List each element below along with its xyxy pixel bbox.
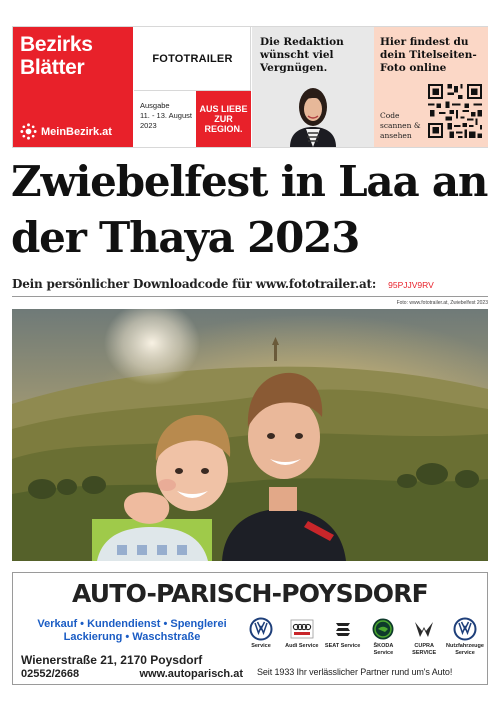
download-code[interactable]: 95PJJV9RV xyxy=(388,280,434,290)
ad-tagline: Seit 1933 Ihr verlässlicher Partner rund um's Auto! xyxy=(257,667,453,677)
seat-logo-icon xyxy=(331,617,355,641)
ad-company-name: AUTO-PARISCH-POYSDORF xyxy=(72,579,428,608)
meinbezirk-sun-icon xyxy=(20,123,37,140)
fototrailer-block xyxy=(134,27,251,147)
scan-hint: Code scannen & ansehen xyxy=(380,111,421,140)
ad-website[interactable]: www.autoparisch.at xyxy=(139,668,243,680)
product-name: FOTOTRAILER xyxy=(134,27,251,91)
brand-label: Nutzfahrzeuge Service xyxy=(446,643,484,656)
brand-tile-audi xyxy=(284,617,320,661)
brand-block xyxy=(13,27,133,147)
download-label: Dein persönlicher Downloadcode für www.fototrailer.at: xyxy=(12,277,377,291)
issue-label: Ausgabe xyxy=(140,101,170,110)
ad-contact xyxy=(21,668,243,680)
ad-services-line-2: Lackierung • Waschstraße xyxy=(63,631,201,643)
photo-scene xyxy=(12,309,488,561)
brand-tile-seat xyxy=(325,617,361,661)
brand-label: CUPRA SERVICE xyxy=(412,643,437,656)
qr-code[interactable] xyxy=(428,84,482,138)
cover-photo-block xyxy=(374,27,488,147)
advertisement xyxy=(12,572,488,685)
audi-logo-icon xyxy=(290,617,314,641)
issue-info xyxy=(140,101,198,131)
editorial-note: Die Redaktion wünscht viel Vergnügen. xyxy=(260,36,344,74)
cupra-logo-icon xyxy=(412,617,436,641)
masthead xyxy=(12,26,488,148)
brand-tile-vw-commercial xyxy=(447,617,483,661)
download-row xyxy=(12,277,488,291)
brand-label: Audi Service xyxy=(285,643,319,649)
cover-photo xyxy=(12,309,488,561)
headline: Zwiebelfest in Laa an der Thaya 2023 xyxy=(11,157,488,262)
brand-tile-vw xyxy=(243,617,279,661)
photo-credit: Foto: www.fototrailer.at, Zwiebelfest 2023 xyxy=(396,300,488,306)
cover-note: Hier findest du dein Titelseiten-Foto online xyxy=(380,36,477,74)
brand-site-label: MeinBezirk.at xyxy=(41,125,112,138)
skoda-logo-icon xyxy=(371,617,395,641)
brand-site[interactable] xyxy=(20,123,112,140)
ad-phone[interactable]: 02552/2668 xyxy=(21,668,80,680)
brand-label: Service xyxy=(251,643,271,649)
brand-label: SEAT Service xyxy=(324,643,361,649)
ad-address: Wienerstraße 21, 2170 Poysdorf xyxy=(21,653,203,667)
editorial-block xyxy=(252,27,374,147)
issue-dates: 11. - 13. August 2023 xyxy=(140,111,192,130)
brand-label: ŠKODA Service xyxy=(373,643,394,656)
slogan-badge: AUS LIEBE ZUR REGION. xyxy=(196,91,251,147)
editor-portrait xyxy=(268,77,358,147)
brand-logo-text: Bezirks Blätter xyxy=(20,33,93,79)
vw-logo-icon xyxy=(249,617,273,641)
vw-commercial-logo-icon xyxy=(453,617,477,641)
brand-tile-cupra xyxy=(406,617,442,661)
brand-tile-skoda xyxy=(365,617,401,661)
ad-services xyxy=(21,618,243,644)
ad-brand-logos xyxy=(243,617,483,661)
ad-services-line-1: Verkauf • Kundendienst • Spenglerei xyxy=(37,618,227,630)
divider xyxy=(12,296,488,297)
